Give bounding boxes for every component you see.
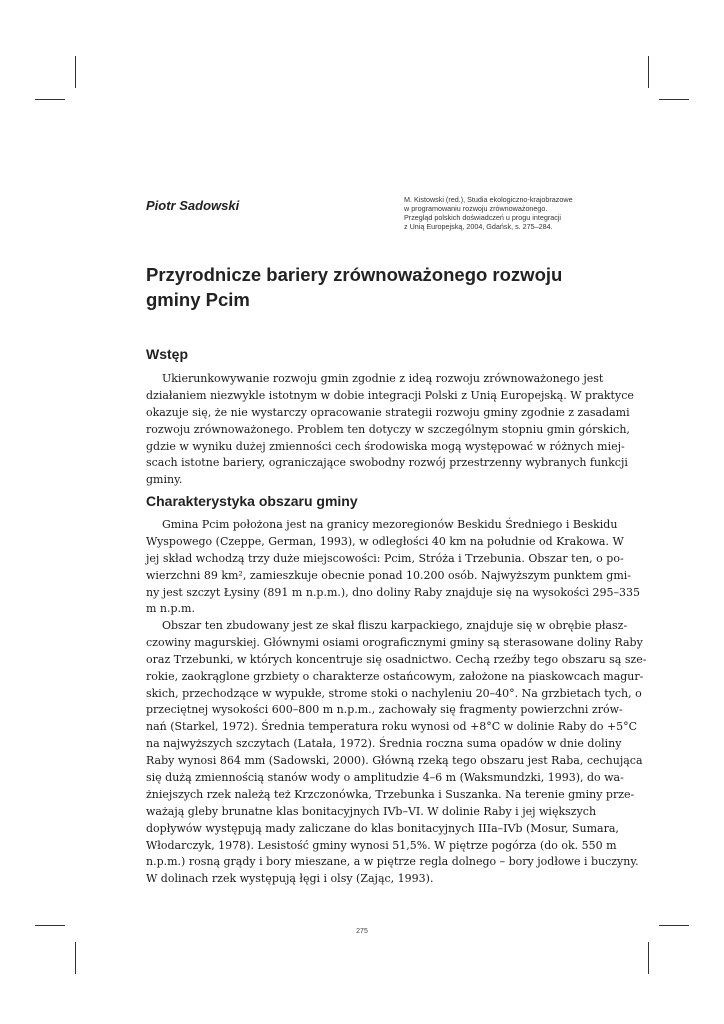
- title-line: Przyrodnicze bariery zrównoważonego rozwoju: [146, 264, 563, 285]
- text-line: Włodarczyk, 1978). Lesistość gminy wynosi 51,5%. W piętrze pogórza (do ok. 550 m: [146, 838, 617, 852]
- crop-mark-bottom-left-horizontal: [35, 925, 65, 926]
- text-line: n.p.m.) rosną grądy i bory mieszane, a w piętrze regla dolnego – bory jodłowe i buczyny.: [146, 855, 639, 869]
- crop-mark-bottom-right-horizontal: [659, 925, 689, 926]
- citation-line: w programowaniu rozwoju zrównoważonego.: [404, 203, 548, 213]
- text-line: gminy.: [146, 473, 183, 487]
- text-line: nań (Starkel, 1972). Średnia temperatura roku wynosi od +8°C w dolinie Raby do +5°C: [146, 720, 638, 734]
- crop-mark-bottom-right-vertical: [648, 942, 649, 974]
- text-line: się dużą zmiennością stanów wody o amplitudzie 4–6 m (Waksmundzki, 1993), do wa-: [146, 771, 624, 785]
- citation-line: M. Kistowski (red.), Studia ekologiczno-krajobrazowe: [404, 195, 573, 204]
- page-number: 275: [356, 928, 368, 935]
- text-line: Ukierunkowywanie rozwoju gmin zgodnie z ideą rozwoju zrównoważonego jest: [162, 372, 604, 385]
- citation-line: z Unią Europejską, 2004, Gdańsk, s. 275–284.: [404, 221, 553, 231]
- citation-line: Przegląd polskich doświadczeń u progu integracji: [404, 212, 562, 222]
- paragraph-area-1: [146, 517, 640, 618]
- text-line: gdzie w wyniku dużej zmienności cech środowiska mogą występować w różnych miej-: [146, 439, 625, 453]
- text-line: na najwyższych szczytach (Latała, 1972). Średnia roczna suma opadów w dnie doliny: [146, 737, 622, 751]
- text-line: ny jest szczyt Łysiny (891 m n.p.m.), dno doliny Raby znajduje się na wysokości 295–335: [146, 585, 640, 599]
- crop-mark-top-right-horizontal: [659, 99, 689, 100]
- text-line: przeciętnej wysokości 600–800 m n.p.m., zachowały się fragmenty powierzchni zrów-: [146, 703, 623, 717]
- text-line: działaniem niezwykle istotnym w dobie integracji Polski z Unią Europejską. W praktyce: [146, 388, 634, 402]
- paragraph-area-2: [146, 618, 647, 888]
- article-title: [146, 262, 586, 312]
- text-line: wierzchni 89 km², zamieszkuje obecnie ponad 10.200 osób. Najwyższym punktem gmi-: [146, 568, 631, 582]
- crop-mark-bottom-left-vertical: [75, 942, 76, 974]
- text-line: żniejszych rzek należą też Krzczonówka, Trzebunka i Suszanka. Na terenie gminy prze-: [146, 787, 635, 801]
- text-line: jej skład wchodzą trzy duże miejscowości: Pcim, Stróża i Trzebunia. Obszar ten, o po-: [146, 551, 624, 565]
- text-line: oraz Trzebunki, w których koncentruje się osadnictwo. Cechą rzeźby tego obszaru są sze-: [146, 652, 647, 666]
- text-line: W dolinach rzek występują łęgi i olsy (Zając, 1993).: [146, 872, 434, 886]
- section-heading-intro: Wstęp: [146, 346, 188, 362]
- text-line: m n.p.m.: [146, 602, 195, 616]
- text-line: Obszar ten zbudowany jest ze skał fliszu karpackiego, znajduje się w obrębie płasz-: [162, 619, 628, 632]
- crop-mark-top-left-vertical: [75, 56, 76, 88]
- text-line: dopływów występują mady zaliczane do klas bonitacyjnych IIIa–IVb (Mosur, Sumara,: [146, 821, 619, 835]
- citation-block: [404, 196, 588, 232]
- text-line: rokie, zaokrąglone grzbiety o charakterze ostańcowym, założone na piaskowcach magur-: [146, 669, 644, 683]
- text-line: scach istotne bariery, ograniczające swobodny rozwój przestrzenny wybranych funkcji: [146, 456, 628, 470]
- paragraph-intro: [146, 371, 634, 489]
- text-line: Gmina Pcim położona jest na granicy mezoregionów Beskidu Średniego i Beskidu: [162, 518, 618, 531]
- text-line: skich, przechodzące w wypukłe, strome stoki o nachyleniu 20–40°. Na grzbietach tych, o: [146, 686, 642, 700]
- text-line: okazuje się, że nie wystarczy opracowanie strategii rozwoju gminy zgodnie z zasadami: [146, 405, 630, 419]
- crop-mark-top-right-vertical: [648, 56, 649, 88]
- text-line: rozwoju zrównoważonego. Problem ten dotyczy w szczególnym stopniu gmin górskich,: [146, 422, 630, 436]
- crop-mark-top-left-horizontal: [35, 99, 65, 100]
- text-line: czowiny magurskiej. Głównymi osiami orograficznymi gminy są sterasowane doliny Raby: [146, 635, 643, 649]
- section-heading-area: Charakterystyka obszaru gminy: [146, 493, 358, 509]
- title-line: gminy Pcim: [146, 289, 250, 310]
- text-line: ważają gleby brunatne klas bonitacyjnych IVb–VI. W dolinie Raby i jej większych: [146, 804, 597, 818]
- text-line: Wyspowego (Czeppe, German, 1993), w odległości 40 km na południe od Krakowa. W: [146, 534, 624, 548]
- author-name: Piotr Sadowski: [146, 198, 240, 213]
- text-line: Raby wynosi 864 mm (Sadowski, 2000). Główną rzeką tego obszaru jest Raba, cechująca: [146, 754, 643, 768]
